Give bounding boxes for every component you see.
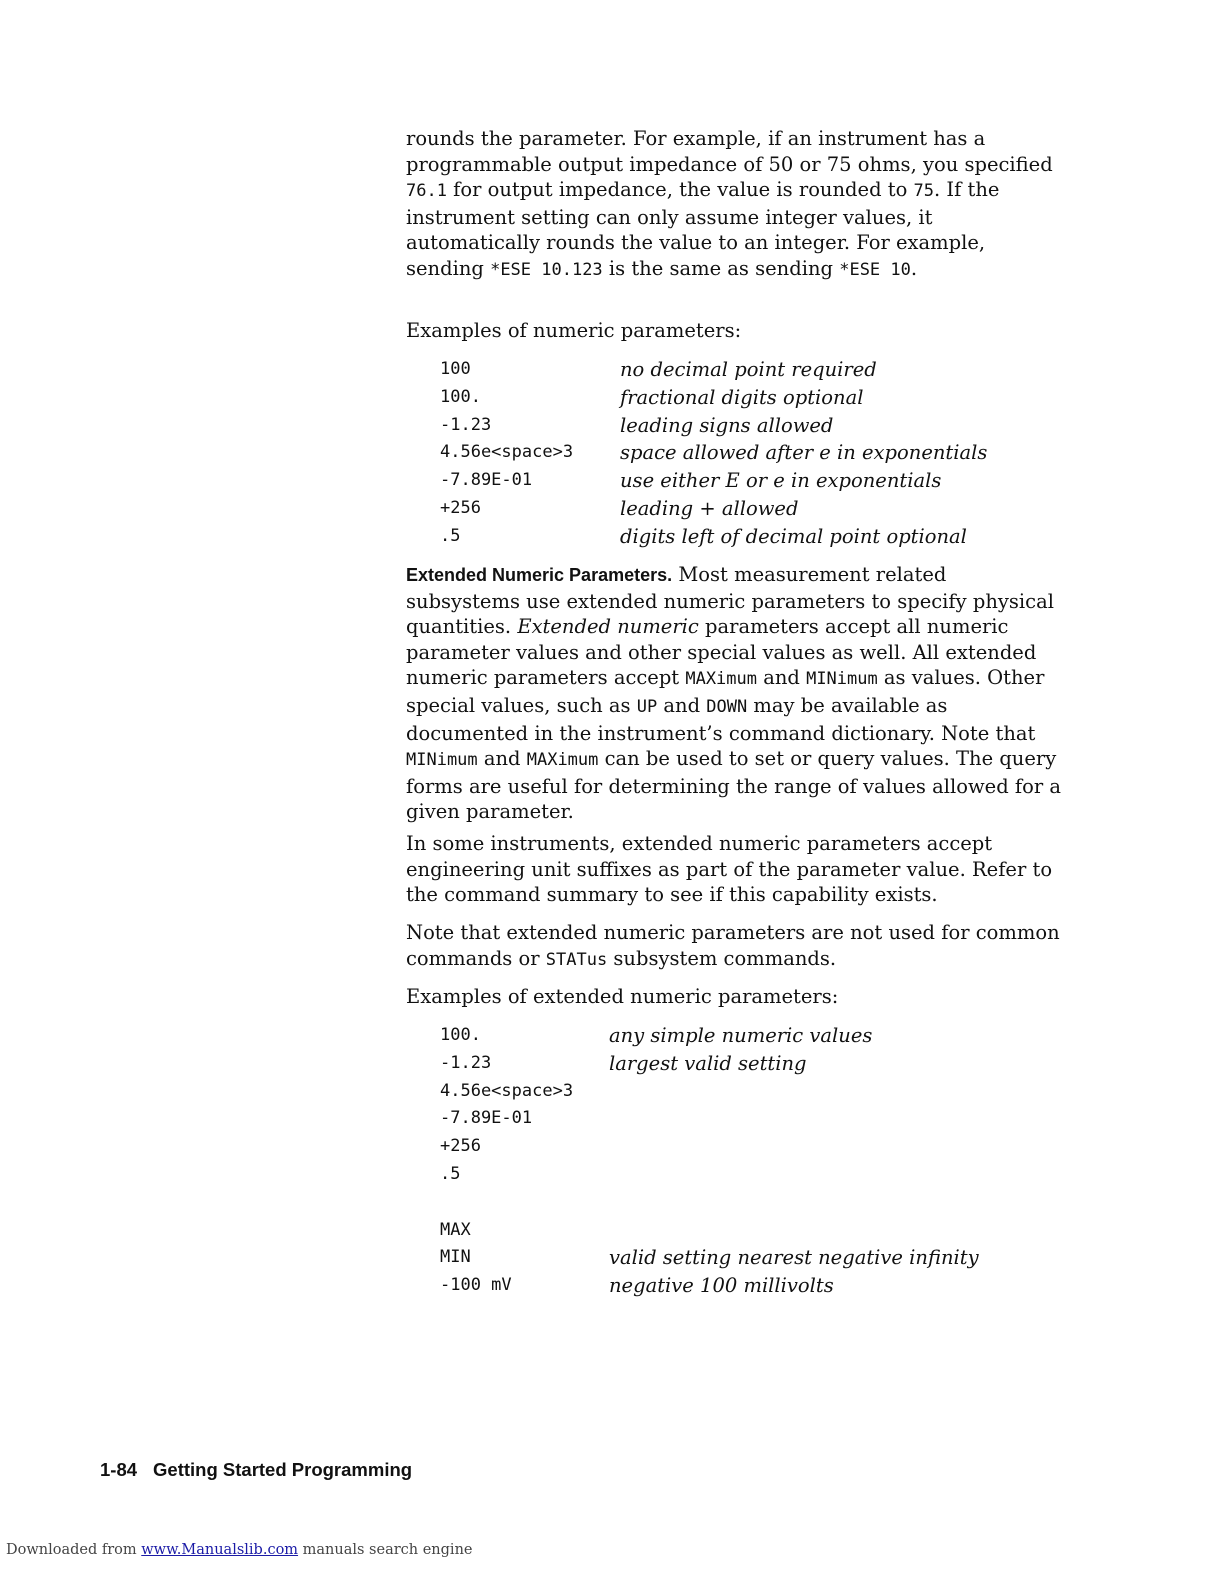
page-footer [100,1459,412,1481]
page-number: 1-84 [100,1459,138,1480]
code-inline: MAXimum [685,669,757,690]
code-inline: DOWN [706,696,748,717]
code-inline: *ESE 10 [839,259,911,280]
section-heading: Extended Numeric Parameters. [406,565,673,585]
paragraph-units: In some instruments, extended numeric parameters accept engineering unit suffixes as part of the parameter value. Refer to the command summary to see if this capability exists. [406,832,1053,907]
code-inline: STATus [545,949,608,970]
paragraph-note: Note that extended numeric parameters are not used for common commands or STATus subsystem commands. [406,921,1060,970]
manualslib-link[interactable]: www.Manualslib.com [141,1542,299,1558]
examples-extended-intro: Examples of extended numeric parameters: [406,985,839,1008]
code-inline: MAXimum [526,750,599,771]
paragraph-rounding: rounds the parameter. For example, if an instrument has a programmable output impedance of 50 or 75 ohms, you specified 76.1 for output impedance, the value is rounded to 75. If the instrument setting can only assume integer values, it automatically rounds the value to an integer. For example, sending *ESE 10.123 is the same as sending *ESE 10. [406,127,1053,280]
code-inline: MINimum [806,669,878,690]
paragraph-extended: Extended Numeric Parameters. Most measurement related subsystems use extended numeric parameters to specify physical quantities. Extended numeric parameters accept all numeric parameter values and other special values as well. All extended numeric parameters accept MAXimum and MINimum as values. Other special values, such as UP and DOWN may be available as documented in the instrument’s command dictionary. Note that MINimum and MAXimum can be used to set or query values. The query forms are useful for determining the range of values allowed for a given parameter. [406,563,1061,824]
code-inline: MINimum [406,750,478,771]
code-inline: UP [636,696,658,717]
examples-numeric-intro: Examples of numeric parameters: [406,319,742,342]
section-title: Getting Started Programming [153,1459,413,1480]
download-notice: Downloaded from www.Manualslib.com manuals search engine [6,1542,473,1558]
code-inline: *ESE 10.123 [490,259,603,280]
code-inline: 75 [913,181,935,202]
code-inline: 76.1 [406,181,447,202]
